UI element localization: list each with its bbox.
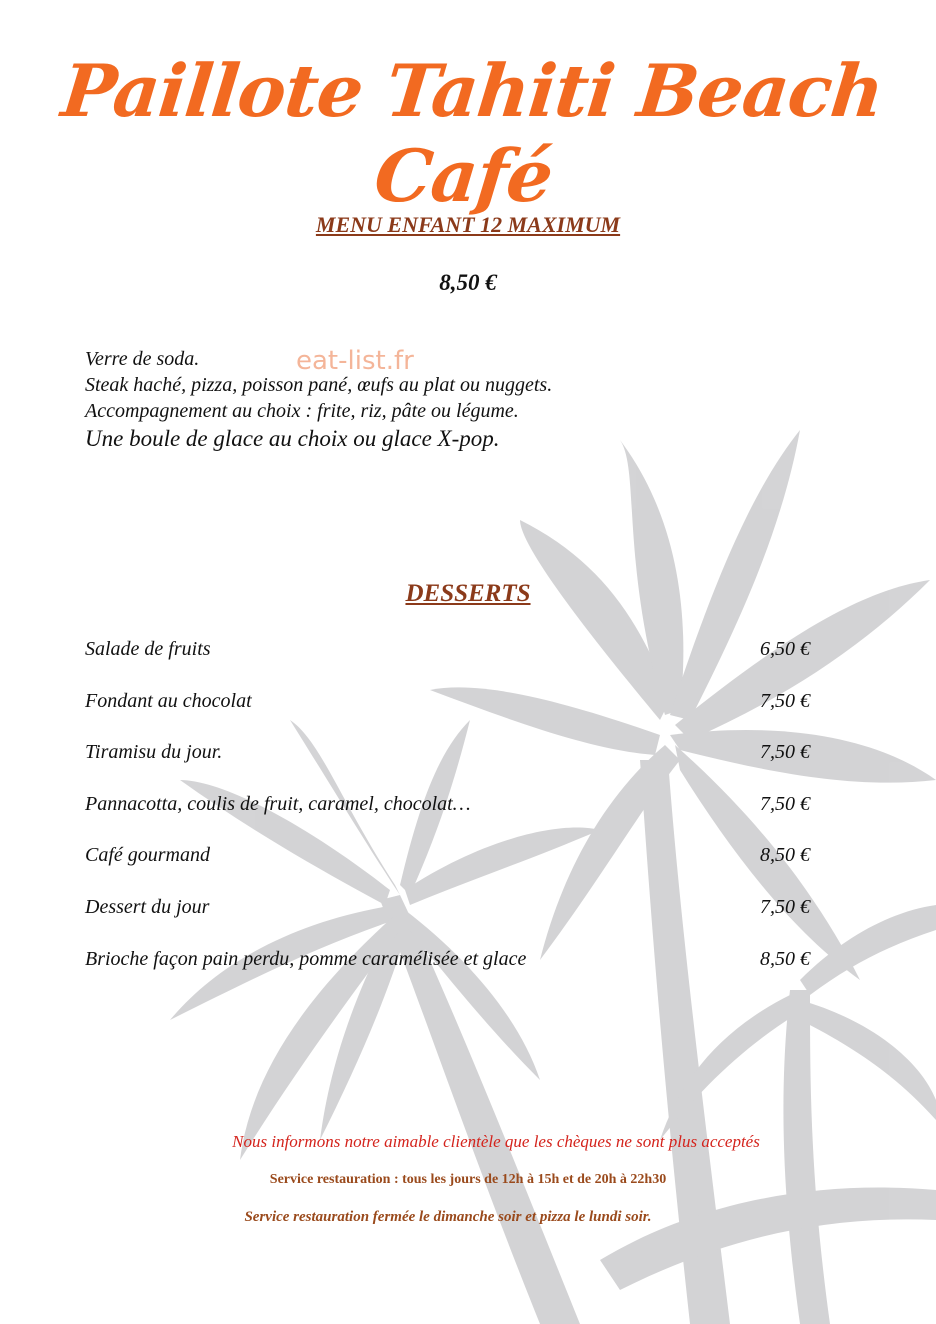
dessert-name: Salade de fruits bbox=[85, 638, 211, 660]
kids-menu-item-side: Accompagnement au choix : frite, riz, pâte ou légume. bbox=[85, 400, 519, 422]
kids-menu-price: 8,50 € bbox=[439, 270, 497, 295]
kids-menu-item-main: Steak haché, pizza, poisson pané, œufs au plat ou nuggets. bbox=[85, 374, 553, 396]
service-hours: Service restauration : tous les jours de 12h à 15h et de 20h à 22h30 bbox=[269, 1172, 667, 1187]
closing-notice: Service restauration fermée le dimanche soir et pizza le lundi soir. bbox=[244, 1209, 652, 1225]
dessert-row bbox=[85, 690, 810, 742]
dessert-price: 8,50 € bbox=[760, 844, 810, 867]
watermark-text: eat-list.fr bbox=[296, 346, 414, 376]
dessert-row bbox=[85, 741, 810, 793]
dessert-price: 8,50 € bbox=[760, 947, 810, 970]
dessert-name: Café gourmand bbox=[85, 844, 210, 867]
dessert-name: Pannacotta, coulis de fruit, caramel, chocolat… bbox=[85, 792, 471, 815]
desserts-heading: DESSERTS bbox=[405, 580, 531, 607]
restaurant-title: Paillote Tahiti Beach Café bbox=[57, 48, 888, 218]
dessert-name: Dessert du jour bbox=[85, 895, 210, 918]
dessert-row bbox=[85, 948, 810, 1000]
dessert-price: 7,50 € bbox=[760, 895, 810, 918]
dessert-row bbox=[85, 844, 810, 896]
dessert-price: 7,50 € bbox=[760, 792, 810, 815]
dessert-price: 7,50 € bbox=[760, 741, 810, 764]
kids-menu-heading: MENU ENFANT 12 MAXIMUM bbox=[315, 212, 621, 237]
dessert-price: 6,50 € bbox=[760, 638, 810, 660]
dessert-row bbox=[85, 638, 810, 690]
dessert-name: Brioche façon pain perdu, pomme caramélisée et glace bbox=[85, 947, 527, 970]
dessert-row bbox=[85, 793, 810, 845]
dessert-list bbox=[85, 638, 810, 999]
dessert-row bbox=[85, 896, 810, 948]
cheques-notice: Nous informons notre aimable clientèle que les chèques ne sont plus acceptés bbox=[232, 1132, 760, 1151]
dessert-price: 7,50 € bbox=[760, 689, 810, 712]
kids-menu-item-dessert: Une boule de glace au choix ou glace X-pop. bbox=[85, 426, 500, 451]
dessert-name: Tiramisu du jour. bbox=[85, 741, 223, 764]
kids-menu-item-drink: Verre de soda. bbox=[85, 348, 200, 370]
dessert-name: Fondant au chocolat bbox=[85, 689, 252, 712]
